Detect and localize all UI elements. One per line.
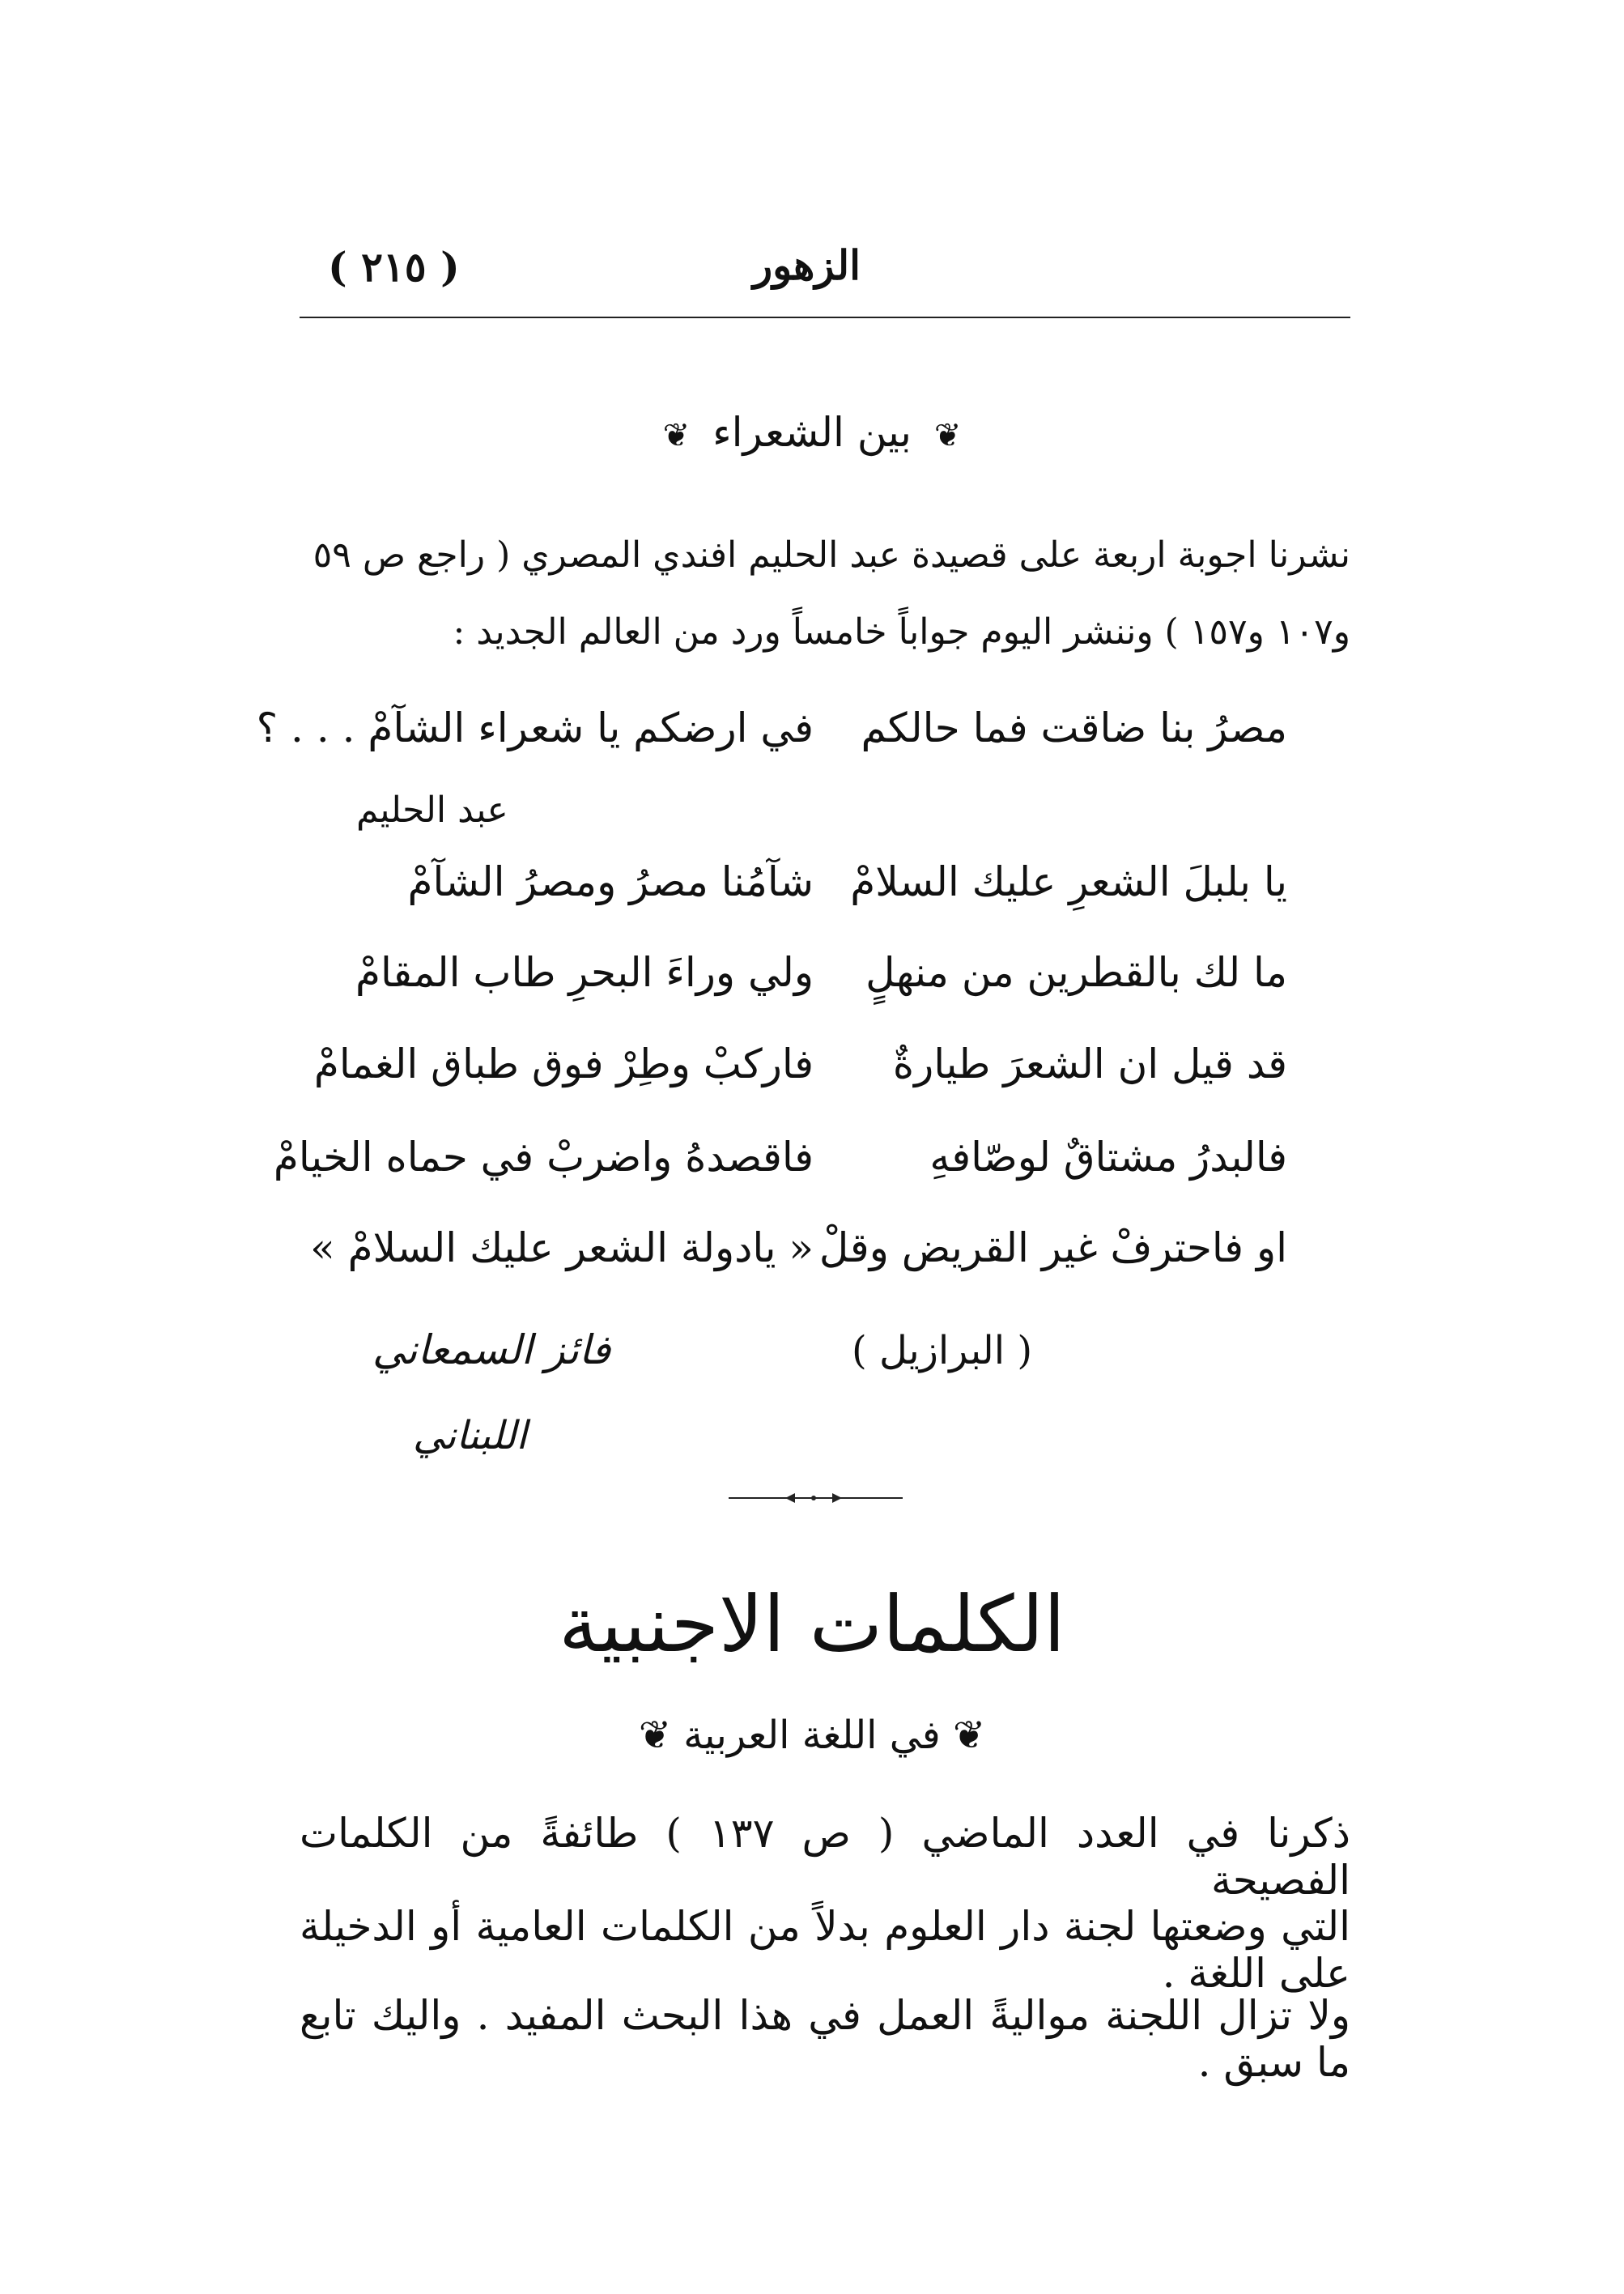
ornament-icon: ❦	[933, 417, 962, 454]
poet-signature-line2: اللبناني	[413, 1413, 527, 1458]
verse-left-hemistich: في ارضكم يا شعراء الشآمْ . . . ؟	[256, 704, 814, 751]
poem-place: ( البرازيل )	[852, 1328, 1033, 1373]
verse-left-hemistich: شآمُنا مصرُ ومصرُ الشآمْ	[407, 858, 814, 905]
ornament-icon: ❦	[952, 1713, 986, 1758]
verse-right-hemistich: مصرُ بنا ضاقت فما حالكم	[861, 704, 1287, 751]
intro-line: و١٠٧ و١٥٧ ) وننشر اليوم جواباً خامساً ورد من العالم الجديد :	[453, 611, 1350, 653]
verse-right-hemistich: قد قيل ان الشعرَ طيارةٌ	[892, 1041, 1287, 1087]
page-number: ( ٢١٥ )	[328, 243, 460, 291]
section-heading	[0, 409, 1624, 456]
poet-signature: فائز السمعاني	[372, 1326, 611, 1373]
body-line: ولا تزال اللجنة مواليةً العمل في هذا البحث المفيد . واليك تابع ما سبق .	[300, 1992, 1350, 2086]
running-title: الزهور	[753, 241, 861, 289]
section-heading-text: بين الشعراء	[712, 409, 912, 456]
section-divider	[729, 1490, 903, 1506]
verse-left-hemistich: « يادولة الشعر عليك السلامْ »	[310, 1224, 814, 1271]
body-line: التي وضعتها لجنة دار العلوم بدلاً من الكلمات العامية أو الدخيلة على اللغة .	[300, 1903, 1350, 1997]
verse-left-hemistich: فاقصدهُ واضربْ في حماه الخيامْ	[273, 1134, 814, 1181]
verse-left-hemistich: ولي وراءَ البحرِ طاب المقامْ	[355, 949, 814, 996]
verse-right-hemistich: فالبدرُ مشتاقٌ لوصّافهِ	[929, 1134, 1287, 1181]
verse-right-hemistich: ما لك بالقطرين من منهلٍ	[865, 949, 1287, 996]
opening-author: عبد الحليم	[356, 789, 508, 831]
header-rule	[300, 317, 1350, 318]
verse-left-hemistich: فاركبْ وطِرْ فوق طباق الغمامْ	[313, 1041, 814, 1087]
intro-line: نشرنا اجوبة اربعة على قصيدة عبد الحليم افندي المصري ( راجع ص ٥٩	[312, 534, 1350, 576]
body-line: ذكرنا في العدد الماضي ( ص ١٣٧ ) طائفةً من الكلمات الفصيحة	[300, 1810, 1350, 1904]
article-subtitle	[0, 1713, 1624, 1758]
article-title: الكلمات الاجنبية	[559, 1579, 1065, 1670]
verse-right-hemistich: يا بلبلَ الشعرِ عليك السلامْ	[850, 858, 1287, 905]
ornament-icon: ❦	[638, 1713, 672, 1758]
ornament-icon: ❦	[662, 417, 691, 454]
verse-right-hemistich: او فاحترفْ غير القريض وقلْ	[818, 1224, 1287, 1271]
article-subtitle-text: في اللغة العربية	[683, 1713, 941, 1758]
